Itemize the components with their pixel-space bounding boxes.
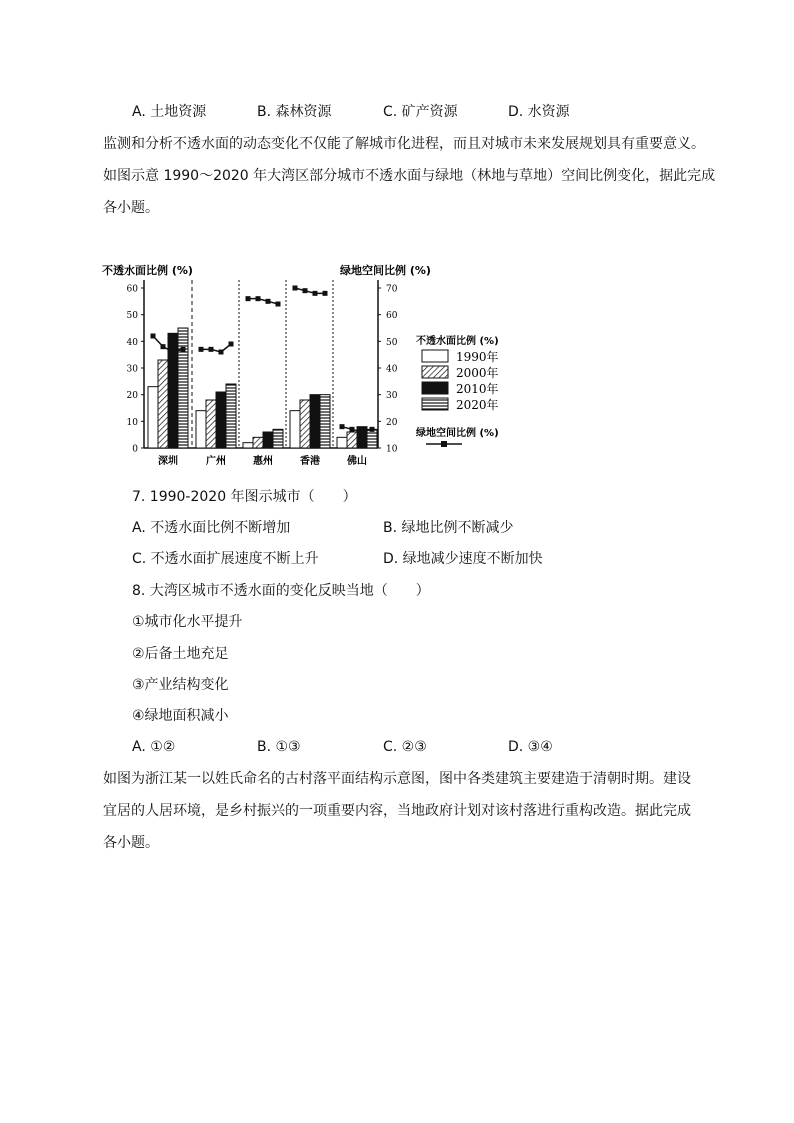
green-marker [151,334,156,339]
left-tick-label: 10 [126,417,138,428]
green-marker [313,291,318,296]
green-marker [350,427,355,432]
q8-option-c: C. ②③ [383,739,427,755]
green-marker [370,427,375,432]
intro2-line-3: 各小题。 [103,835,159,851]
q7-option-d: D. 绿地减少速度不断加快 [383,551,543,567]
bar-2020 [367,429,377,448]
bar-2000 [300,400,310,448]
q8-item-4: ④绿地面积减小 [132,708,229,724]
q8-option-b: B. ①③ [257,739,301,755]
legend-green-label: 绿地空间比例 (%) [416,428,499,439]
category-label: 香港 [300,456,320,467]
right-tick-label: 40 [386,364,398,375]
category-label: 惠州 [253,456,273,467]
right-tick-label: 30 [386,391,398,402]
left-tick-label: 0 [132,444,138,455]
q8-option-d: D. ③④ [508,739,553,755]
q8-stem: 8. 大湾区城市不透水面的变化反映当地（ ） [132,583,430,599]
bar-2010 [216,392,226,448]
bar-2020 [178,328,188,448]
right-tick-label: 70 [386,284,398,295]
legend-swatch-1990 [422,350,448,362]
legend-swatch-2020 [422,398,448,410]
green-marker [360,430,365,435]
bar-1990 [290,411,300,448]
green-marker [276,302,281,307]
q6-option-b: B. 森林资源 [257,104,332,120]
bar-1990 [337,437,347,448]
left-tick-label: 50 [126,311,138,322]
right-tick-label: 50 [386,337,398,348]
green-marker [293,286,298,291]
q8-option-a: A. ①② [132,739,176,755]
category-label: 佛山 [347,456,367,467]
left-axis-title: 不透水面比例 (%) [102,264,193,277]
q8-item-1: ①城市化水平提升 [132,614,243,630]
green-marker [181,347,186,352]
intro1-line-3: 各小题。 [103,200,159,216]
green-marker [323,291,328,296]
bar-1990 [196,411,206,448]
category-label: 深圳 [158,456,178,467]
right-tick-label: 10 [386,444,398,455]
intro1-line-1: 监测和分析不透水面的动态变化不仅能了解城市化进程，而且对城市未来发展规划具有重要意义。 [103,136,705,152]
legend-title: 不透水面比例 (%) [416,336,499,347]
green-marker [246,296,251,301]
left-tick-label: 30 [126,364,138,375]
legend-swatch-2000 [422,366,448,378]
green-marker [209,347,214,352]
q7-stem: 7. 1990-2020 年图示城市（ ） [132,489,357,505]
bar-2010 [310,395,320,448]
intro1-line-2: 如图示意 1990～2020 年大湾区部分城市不透水面与绿地（林地与草地）空间比例变化，据此完成 [103,168,716,184]
right-tick-label: 60 [386,311,398,322]
q7-option-a: A. 不透水面比例不断增加 [132,520,291,536]
q6-option-d: D. 水资源 [508,104,570,120]
green-line [248,299,278,304]
legend-label-1990: 1990年 [456,350,499,364]
green-marker [199,347,204,352]
green-marker [171,350,176,355]
legend-green-marker [441,441,447,447]
green-marker [303,288,308,293]
right-axis-title: 绿地空间比例 (%) [340,264,431,277]
green-marker [266,299,271,304]
legend-label-2000: 2000年 [456,366,499,380]
intro2-line-2: 宜居的人居环境，是乡村振兴的一项重要内容，当地政府计划对该村落进行重构改造。据此完成 [103,803,691,819]
intro2-line-1: 如图为浙江某一以姓氏命名的古村落平面结构示意图，图中各类建筑主要建造于清朝时期。建设 [103,771,691,787]
left-tick-label: 60 [126,284,138,295]
chart [100,258,540,470]
bar-2000 [206,400,216,448]
q8-item-2: ②后备土地充足 [132,646,229,662]
bar-2000 [253,437,263,448]
legend-label-2010: 2010年 [456,382,499,396]
right-tick-label: 20 [386,417,398,428]
bar-2020 [273,429,283,448]
q6-option-a: A. 土地资源 [132,104,207,120]
green-marker [340,424,345,429]
bar-2000 [347,432,357,448]
q6-option-c: C. 矿产资源 [383,104,458,120]
left-tick-label: 40 [126,337,138,348]
bar-2020 [226,384,236,448]
legend-label-2020: 2020年 [456,398,499,412]
bar-2020 [320,395,330,448]
q8-item-3: ③产业结构变化 [132,677,229,693]
green-marker [256,296,261,301]
bar-1990 [243,443,253,448]
bar-1990 [148,387,158,448]
green-marker [229,342,234,347]
q7-option-c: C. 不透水面扩展速度不断上升 [132,551,319,567]
green-marker [161,344,166,349]
left-tick-label: 20 [126,391,138,402]
category-label: 广州 [206,456,226,467]
bar-2010 [263,432,273,448]
green-marker [219,350,224,355]
green-line [295,288,325,293]
bar-2000 [158,360,168,448]
legend-swatch-2010 [422,382,448,394]
green-line [201,344,231,352]
q7-option-b: B. 绿地比例不断减少 [383,520,514,536]
